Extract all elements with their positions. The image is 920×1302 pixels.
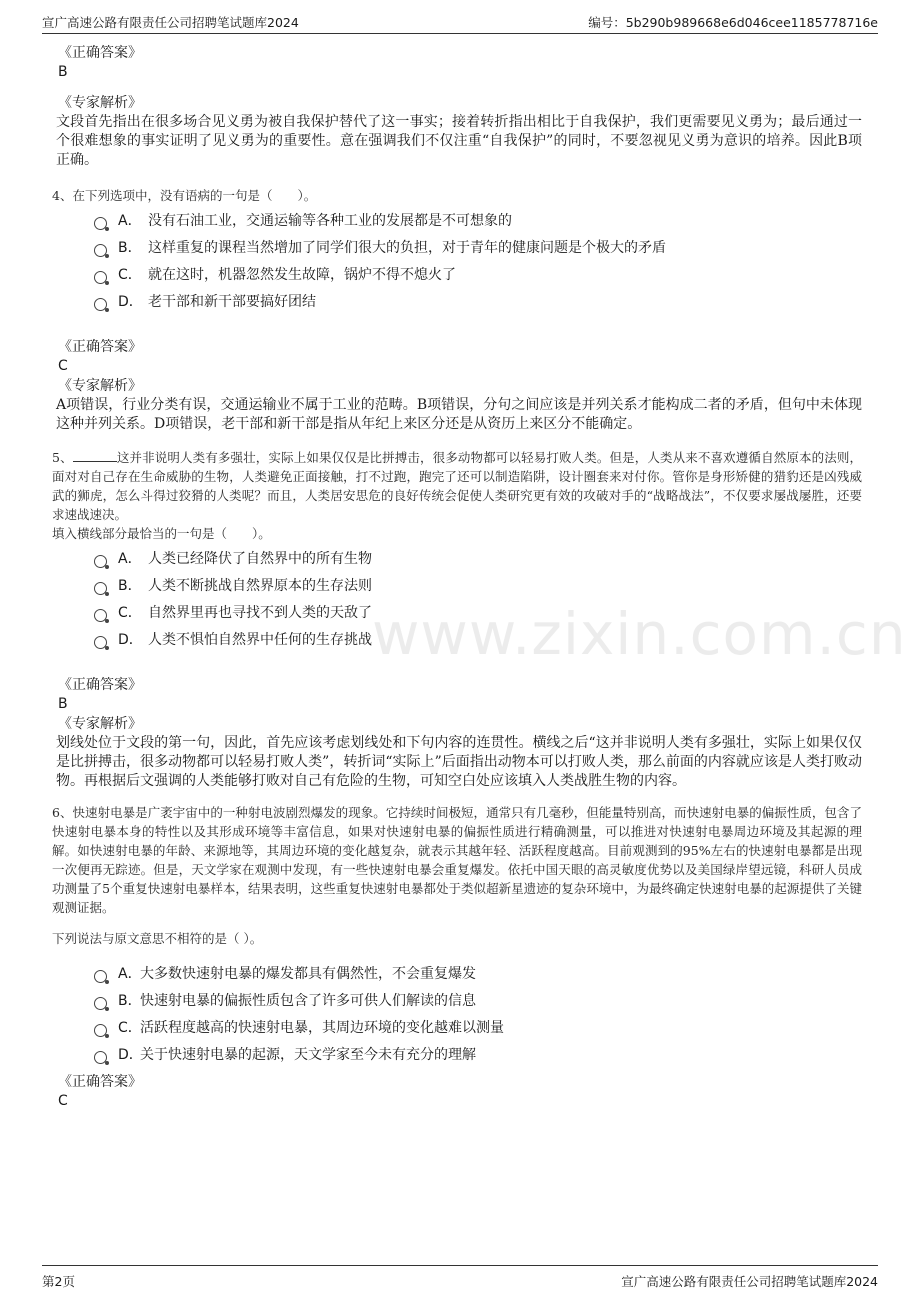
option-b[interactable] bbox=[94, 238, 862, 265]
question-number: 5、 bbox=[52, 450, 73, 465]
option-a[interactable] bbox=[94, 211, 862, 238]
option-key: A． bbox=[118, 551, 142, 567]
option-text: 没有石油工业，交通运输等各种工业的发展都是不可想象的 bbox=[148, 213, 512, 229]
question-stem bbox=[52, 448, 862, 524]
answer-value: C bbox=[58, 358, 68, 374]
option-key: D． bbox=[118, 632, 143, 648]
option-text: 人类不惧怕自然界中任何的生存挑战 bbox=[148, 632, 372, 648]
analysis-text: 划线处位于文段的第一句，因此，首先应该考虑划线处和下句内容的连贯性。横线之后“这并非说明人类有多强壮，实际上如果仅仅是比拼搏击，很多动物都可以轻易打败人类”，转折词“实际上”后面指出动物本可以打败人类，那么前面的内容就应该是人类打败动物。再根据后文强调的人类能够打败对自己有危险的生物，可知空白处应该填入人类战胜生物的内容。 bbox=[56, 735, 862, 789]
option-key: C． bbox=[118, 267, 142, 283]
header-title: 宣广高速公路有限责任公司招聘笔试题库2024 bbox=[42, 15, 299, 30]
page-content bbox=[52, 43, 862, 1111]
answer-value: B bbox=[58, 696, 68, 712]
radio-icon[interactable] bbox=[94, 609, 107, 622]
option-text: 自然界里再也寻找不到人类的天敌了 bbox=[148, 605, 372, 621]
option-key: C． bbox=[118, 1020, 142, 1036]
option-d[interactable] bbox=[94, 292, 862, 319]
option-key: D． bbox=[118, 294, 143, 310]
radio-icon[interactable] bbox=[94, 555, 107, 568]
fill-blank bbox=[73, 448, 117, 462]
answer-label: 《正确答案》 bbox=[58, 1074, 142, 1090]
option-key: D． bbox=[118, 1047, 143, 1063]
option-text: 快速射电暴的偏振性质包含了许多可供人们解读的信息 bbox=[140, 993, 476, 1009]
answer-label: 《正确答案》 bbox=[58, 339, 142, 355]
option-text: 老干部和新干部要搞好团结 bbox=[148, 294, 316, 310]
option-a[interactable] bbox=[94, 549, 862, 576]
option-key: B． bbox=[118, 993, 142, 1009]
analysis-label: 《专家解析》 bbox=[58, 95, 142, 111]
option-c[interactable] bbox=[94, 1018, 862, 1045]
option-b[interactable] bbox=[94, 991, 862, 1018]
option-key: A． bbox=[118, 213, 142, 229]
page-footer bbox=[42, 1265, 878, 1288]
option-text: 关于快速射电暴的起源，天文学家至今未有充分的理解 bbox=[140, 1047, 476, 1063]
analysis-label: 《专家解析》 bbox=[58, 716, 142, 732]
option-key: B． bbox=[118, 240, 142, 256]
option-c[interactable] bbox=[94, 265, 862, 292]
analysis-text: 文段首先指出在很多场合见义勇为被自我保护替代了这一事实；接着转折指出相比于自我保护，我们更需要见义勇为；最后通过一个很难想象的事实证明了见义勇为的重要性。意在强调我们不仅注重“自我保护”的同时，不要忽视见义勇为意识的培养。因此B项正确。 bbox=[56, 114, 862, 168]
radio-icon[interactable] bbox=[94, 997, 107, 1010]
radio-icon[interactable] bbox=[94, 970, 107, 983]
question-sub: 填入横线部分最恰当的一句是（ ）。 bbox=[52, 526, 271, 541]
answer-label: 《正确答案》 bbox=[58, 677, 142, 693]
option-list bbox=[94, 964, 862, 1072]
option-list bbox=[94, 549, 862, 657]
page-header bbox=[42, 11, 878, 34]
radio-icon[interactable] bbox=[94, 217, 107, 230]
option-a[interactable] bbox=[94, 964, 862, 991]
answer-value: C bbox=[58, 1093, 68, 1109]
option-key: B． bbox=[118, 578, 142, 594]
radio-icon[interactable] bbox=[94, 244, 107, 257]
answer-value: B bbox=[58, 64, 68, 80]
header-code: 编号：5b290b989668e6d046cee1185778716e bbox=[588, 15, 878, 30]
option-list bbox=[94, 211, 862, 319]
option-b[interactable] bbox=[94, 576, 862, 603]
footer-title: 宣广高速公路有限责任公司招聘笔试题库2024 bbox=[621, 1274, 878, 1289]
radio-icon[interactable] bbox=[94, 298, 107, 311]
analysis-label: 《专家解析》 bbox=[58, 378, 142, 394]
radio-icon[interactable] bbox=[94, 1024, 107, 1037]
option-d[interactable] bbox=[94, 1045, 862, 1072]
option-text: 人类不断挑战自然界原本的生存法则 bbox=[148, 578, 372, 594]
radio-icon[interactable] bbox=[94, 271, 107, 284]
question-stem: 4、在下列选项中，没有语病的一句是（ ）。 bbox=[52, 188, 317, 203]
option-text: 活跃程度越高的快速射电暴，其周边环境的变化越难以测量 bbox=[140, 1020, 504, 1036]
page-number: 第2页 bbox=[42, 1274, 75, 1289]
question-sub: 下列说法与原文意思不相符的是（ ）。 bbox=[52, 931, 263, 946]
option-key: C． bbox=[118, 605, 142, 621]
option-text: 大多数快速射电暴的爆发都具有偶然性，不会重复爆发 bbox=[140, 966, 476, 982]
option-text: 就在这时，机器忽然发生故障，锅炉不得不熄火了 bbox=[148, 267, 456, 283]
option-d[interactable] bbox=[94, 630, 862, 657]
question-text: 这并非说明人类有多强壮，实际上如果仅仅是比拼搏击，很多动物都可以轻易打败人类。但是，人类从来不喜欢遵循自然原本的法则，面对对自己存在生命威胁的生物，人类避免正面接触，打不过跑，跑完了还可以制造陷阱，设计圈套来对付你。管你是身形矫健的猎豹还是凶残威武的狮虎，怎么斗得过狡猾的人类呢？而且，人类居安思危的良好传统会促使人类研究更有效的攻破对手的“战略战法”，不仅要求屡战屡胜，还要求速战速决。 bbox=[52, 450, 862, 522]
option-c[interactable] bbox=[94, 603, 862, 630]
option-text: 这样重复的课程当然增加了同学们很大的负担，对于青年的健康问题是个极大的矛盾 bbox=[148, 240, 666, 256]
analysis-text: A项错误，行业分类有误，交通运输业不属于工业的范畴。B项错误，分句之间应该是并列关系才能构成二者的矛盾，但句中未体现这种并列关系。D项错误，老干部和新干部是指从年纪上来区分还是从资历上来区分不能确定。 bbox=[56, 397, 862, 432]
answer-label: 《正确答案》 bbox=[58, 45, 142, 61]
radio-icon[interactable] bbox=[94, 582, 107, 595]
radio-icon[interactable] bbox=[94, 636, 107, 649]
radio-icon[interactable] bbox=[94, 1051, 107, 1064]
option-text: 人类已经降伏了自然界中的所有生物 bbox=[148, 551, 372, 567]
question-stem: 6、快速射电暴是广袤宇宙中的一种射电波剧烈爆发的现象。它持续时间极短，通常只有几毫秒，但能量特别高，而快速射电暴的偏振性质，包含了快速射电暴本身的特性以及其形成环境等丰富信息，如果对快速射电暴的偏振性质进行精确测量，可以推进对快速射电暴周边环境及其起源的理解。如快速射电暴的年龄、来源地等，其周边环境的变化越复杂，就表示其越年轻、活跃程度越高。目前观测到的95%左右的快速射电暴都是出现一次便再无踪迹。但是，天文学家在观测中发现，有一些快速射电暴会重复爆发。依托中国天眼的高灵敏度优势以及美国绿岸望远镜，科研人员成功测量了5个重复快速射电暴样本，结果表明，这些重复快速射电暴都处于类似超新星遗迹的复杂环境中，为最终确定快速射电暴的起源提供了关键观测证据。 bbox=[52, 805, 862, 915]
option-key: A． bbox=[118, 966, 142, 982]
watermark: www.zixin.com.cn bbox=[372, 600, 907, 668]
